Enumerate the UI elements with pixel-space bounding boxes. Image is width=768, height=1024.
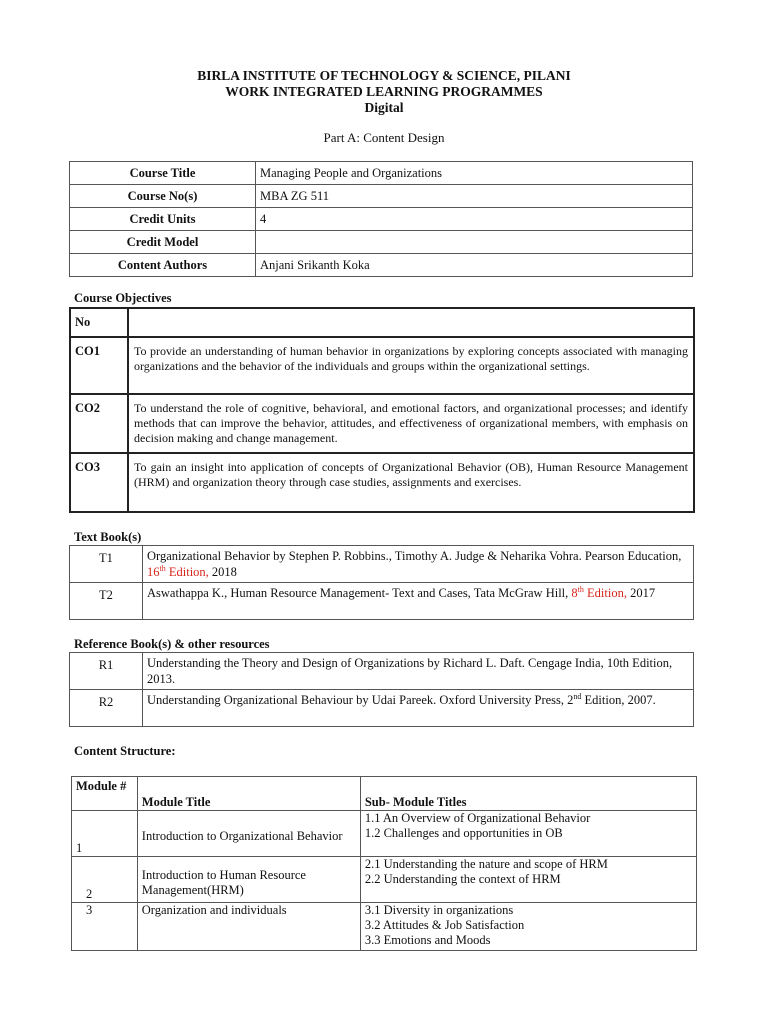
module-title: Introduction to Organizational Behavior bbox=[137, 811, 360, 857]
module-number: 1 bbox=[72, 811, 138, 857]
module-row bbox=[72, 903, 697, 951]
sub-module-item: 1.2 Challenges and opportunities in OB bbox=[364, 826, 563, 840]
module-row bbox=[72, 857, 697, 903]
objectives-table bbox=[69, 307, 695, 513]
program-mode: Digital bbox=[364, 100, 404, 115]
sub-module-item: 3.1 Diversity in organizations bbox=[364, 903, 514, 917]
module-title: Introduction to Human Resource Management(HRM) bbox=[137, 857, 360, 903]
credit-model-value bbox=[256, 231, 693, 254]
objective-text: To provide an understanding of human behavior in organizations by exploring concepts associated with managing organizations and the behavior of the individuals and groups within the organizational settings. bbox=[128, 337, 694, 394]
objective-id: CO3 bbox=[70, 453, 128, 512]
edition-number: 16 bbox=[147, 565, 160, 579]
objectives-no-label: No bbox=[70, 308, 128, 337]
objective-id: CO2 bbox=[70, 394, 128, 453]
edition-word: Edition, bbox=[583, 586, 627, 600]
edition-word: Edition, bbox=[165, 565, 209, 579]
sub-module-item: 2.2 Understanding the context of HRM bbox=[364, 872, 561, 886]
textbook-id: T1 bbox=[70, 546, 143, 583]
objective-text: To gain an insight into application of concepts of Organizational Behavior (OB), Human Resource Management (HRM) and organization theory through case studies, assignments and exercises. bbox=[128, 453, 694, 512]
textbook-text-main: Organizational Behavior by Stephen P. Robbins., Timothy A. Judge & Neharika Vohra. Pearson Education, bbox=[147, 549, 682, 563]
textbooks-heading: Text Book(s) bbox=[74, 530, 142, 544]
objective-id: CO1 bbox=[70, 337, 128, 394]
textbook-row bbox=[70, 583, 694, 620]
reference-row bbox=[70, 690, 694, 727]
reference-id: R2 bbox=[70, 690, 143, 727]
content-authors-row bbox=[70, 254, 693, 277]
sub-module-list bbox=[360, 811, 696, 857]
credit-units-row bbox=[70, 208, 693, 231]
edition-suffix: th bbox=[577, 584, 584, 594]
edition-suffix: th bbox=[159, 563, 166, 573]
objective-row bbox=[70, 453, 694, 512]
module-number-header: Module # bbox=[72, 777, 138, 811]
module-title: Organization and individuals bbox=[137, 903, 360, 951]
course-no-value: MBA ZG 511 bbox=[256, 185, 693, 208]
part-title: Part A: Content Design bbox=[323, 130, 445, 145]
references-heading: Reference Book(s) & other resources bbox=[74, 637, 270, 651]
institute-name: BIRLA INSTITUTE OF TECHNOLOGY & SCIENCE, PILANI bbox=[197, 68, 571, 83]
sub-module-item: 3.2 Attitudes & Job Satisfaction bbox=[364, 918, 525, 932]
reference-id: R1 bbox=[70, 653, 143, 690]
textbook-text-main: Aswathappa K., Human Resource Management- Text and Cases, Tata McGraw Hill, bbox=[147, 586, 572, 600]
objective-text: To understand the role of cognitive, behavioral, and emotional factors, and organizational processes; and identify methods that can improve the behavior, attitudes, and effectiveness of organizational members, with emphasis on decision making and change management. bbox=[128, 394, 694, 453]
course-title-label: Course Title bbox=[70, 162, 256, 185]
sub-module-item: 3.3 Emotions and Moods bbox=[364, 933, 491, 947]
content-header-row bbox=[72, 777, 697, 811]
credit-model-label: Credit Model bbox=[70, 231, 256, 254]
course-info-table bbox=[69, 161, 693, 277]
references-table bbox=[69, 652, 694, 727]
sub-module-list bbox=[360, 903, 696, 951]
textbooks-table bbox=[69, 545, 694, 620]
content-authors-value: Anjani Srikanth Koka bbox=[256, 254, 693, 277]
edition-number: 8 bbox=[571, 586, 578, 600]
course-no-row bbox=[70, 185, 693, 208]
module-number: 2 bbox=[72, 857, 138, 903]
textbook-year: 2017 bbox=[626, 586, 656, 600]
reference-text: Understanding the Theory and Design of Organizations by Richard L. Daft. Cengage India, 10th Edition, 2013. bbox=[143, 653, 694, 690]
module-number: 3 bbox=[72, 903, 138, 951]
sub-module-list bbox=[360, 857, 696, 903]
textbook-edition bbox=[147, 565, 209, 579]
course-no-label: Course No(s) bbox=[70, 185, 256, 208]
reference-row bbox=[70, 653, 694, 690]
content-authors-label: Content Authors bbox=[70, 254, 256, 277]
reference-text-main: Understanding Organizational Behaviour by Udai Pareek. Oxford University Press, 2 bbox=[147, 693, 574, 707]
sub-module-item: 2.1 Understanding the nature and scope of HRM bbox=[364, 857, 608, 871]
credit-units-value: 4 bbox=[256, 208, 693, 231]
course-title-row bbox=[70, 162, 693, 185]
module-title-header: Module Title bbox=[137, 777, 360, 811]
objectives-heading: Course Objectives bbox=[74, 291, 172, 305]
objectives-header-row bbox=[70, 308, 694, 337]
sub-module-item: 1.1 An Overview of Organizational Behavior bbox=[364, 811, 591, 825]
textbook-text bbox=[143, 546, 694, 583]
reference-text-end: Edition, 2007. bbox=[581, 693, 656, 707]
reference-edition-suffix: nd bbox=[573, 691, 582, 701]
textbook-edition bbox=[571, 586, 627, 600]
credit-units-label: Credit Units bbox=[70, 208, 256, 231]
textbook-text bbox=[143, 583, 694, 620]
course-title-value: Managing People and Organizations bbox=[256, 162, 693, 185]
textbook-row bbox=[70, 546, 694, 583]
sub-module-header: Sub- Module Titles bbox=[360, 777, 696, 811]
objective-row bbox=[70, 394, 694, 453]
textbook-year: 2018 bbox=[208, 565, 237, 579]
program-name: WORK INTEGRATED LEARNING PROGRAMMES bbox=[225, 84, 543, 99]
objectives-header-blank bbox=[128, 308, 694, 337]
textbook-id: T2 bbox=[70, 583, 143, 620]
content-structure-heading: Content Structure: bbox=[74, 744, 176, 758]
module-row bbox=[72, 811, 697, 857]
credit-model-row bbox=[70, 231, 693, 254]
reference-text bbox=[143, 690, 694, 727]
objective-row bbox=[70, 337, 694, 394]
content-structure-table bbox=[71, 776, 697, 951]
